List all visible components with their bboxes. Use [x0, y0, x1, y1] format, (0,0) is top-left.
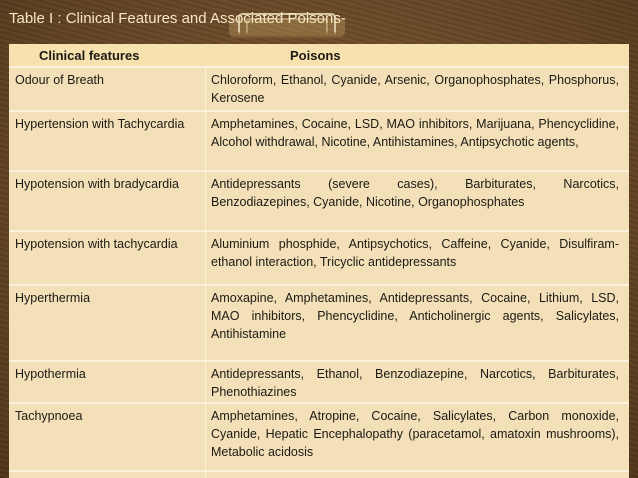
table-row — [9, 402, 629, 478]
poisons-cell: Antidepressants, Ethanol, Benzodiazepine, Narcotics, Barbiturates, Phenothiazines — [211, 367, 619, 399]
table-row — [9, 230, 629, 284]
poisons-cell: Aluminium phosphide, Antipsychotics, Caffeine, Cyanide, Disulfiram-ethanol interaction, Tricyclic antidepressants — [211, 237, 619, 269]
poisons-cell: Amphetamines, Atropine, Cocaine, Salicylates, Carbon monoxide, Cyanide, Hepatic Encephalopathy (paracetamol, amatoxin mushrooms), Metabolic acidosis — [211, 409, 619, 459]
row-separator — [9, 170, 629, 172]
clinical-feature-cell: Tachypnoea — [15, 409, 83, 423]
row-separator — [9, 230, 629, 232]
poisons-cell: Chloroform, Ethanol, Cyanide, Arsenic, Organophosphates, Phosphorus, Kerosene — [211, 73, 619, 105]
clinical-feature-cell: Hypotension with tachycardia — [15, 237, 178, 251]
slide-title: Table I : Clinical Features and Associated Poisons- — [9, 10, 346, 27]
table-header-row — [9, 44, 629, 66]
poisons-cell: Amphetamines, Cocaine, LSD, MAO inhibitors, Marijuana, Phencyclidine, Alcohol withdrawal, Nicotine, Antihistamines, Antipsychotic agents, — [211, 117, 619, 149]
clinical-feature-cell: Hypotension with bradycardia — [15, 177, 179, 191]
header-poisons: Poisons — [290, 48, 341, 63]
row-separator — [9, 66, 629, 68]
table-row — [9, 284, 629, 360]
row-separator — [9, 360, 629, 362]
clinical-feature-cell: Hypothermia — [15, 367, 86, 381]
column-divider — [205, 66, 206, 478]
table-row — [9, 360, 629, 402]
table-row — [9, 170, 629, 230]
table-row — [9, 110, 629, 170]
row-separator — [9, 284, 629, 286]
row-separator — [9, 110, 629, 112]
header-clinical-features: Clinical features — [39, 48, 140, 63]
poisons-cell: Amoxapine, Amphetamines, Antidepressants, Cocaine, Lithium, LSD, MAO inhibitors, Phencyclidine, Anticholinergic agents, Salicylates, Antihistamine — [211, 291, 619, 341]
clinical-feature-cell: Hyperthermia — [15, 291, 91, 305]
row-separator — [9, 470, 629, 472]
clinical-feature-cell: Odour of Breath — [15, 73, 104, 87]
poisons-cell: Antidepressants (severe cases), Barbiturates, Narcotics, Benzodiazepines, Cyanide, Nicotine, Organophosphates — [211, 177, 619, 209]
table-row-partial — [9, 470, 629, 478]
table-row — [9, 66, 629, 110]
row-separator — [9, 402, 629, 404]
clinical-features-table — [9, 44, 629, 478]
clinical-feature-cell: Hypertension with Tachycardia — [15, 117, 185, 131]
